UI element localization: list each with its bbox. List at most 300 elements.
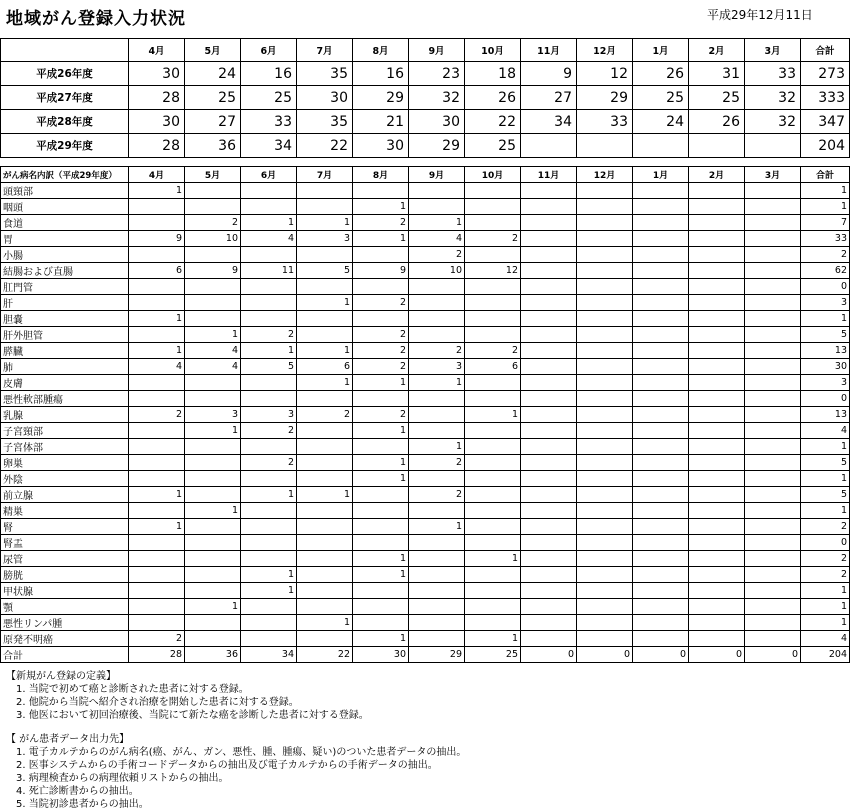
month-count: 34	[521, 110, 577, 134]
month-count: 1	[353, 423, 409, 439]
month-count	[185, 183, 241, 199]
month-header: 4月	[129, 39, 185, 62]
cancer-site-label: 肺	[1, 359, 129, 375]
month-count: 1	[241, 583, 297, 599]
month-header: 5月	[185, 39, 241, 62]
sources-item: 4. 死亡診断書からの抽出。	[16, 786, 139, 797]
month-header: 1月	[633, 167, 689, 183]
month-count	[577, 615, 633, 631]
month-count: 1	[409, 215, 465, 231]
month-count	[745, 599, 801, 615]
cancer-row	[1, 279, 850, 295]
month-count	[521, 263, 577, 279]
year-label: 平成29年度	[1, 134, 129, 158]
month-count	[129, 551, 185, 567]
cancer-row	[1, 327, 850, 343]
month-header: 5月	[185, 167, 241, 183]
month-count	[577, 583, 633, 599]
month-count	[745, 503, 801, 519]
month-count	[465, 279, 521, 295]
month-count: 2	[241, 327, 297, 343]
month-count	[577, 439, 633, 455]
month-count: 2	[409, 343, 465, 359]
month-total: 0	[521, 647, 577, 663]
site-total: 0	[801, 535, 850, 551]
month-count	[409, 615, 465, 631]
month-count	[745, 583, 801, 599]
month-header: 10月	[465, 167, 521, 183]
month-count	[745, 519, 801, 535]
month-count: 26	[633, 62, 689, 86]
month-count	[129, 599, 185, 615]
month-count: 32	[745, 86, 801, 110]
month-count: 9	[185, 263, 241, 279]
month-count	[353, 615, 409, 631]
cancer-row	[1, 311, 850, 327]
month-count	[689, 327, 745, 343]
month-count: 25	[185, 86, 241, 110]
month-count	[577, 327, 633, 343]
month-count: 2	[241, 455, 297, 471]
month-count: 2	[353, 359, 409, 375]
month-count: 1	[353, 471, 409, 487]
yearly-row	[1, 62, 850, 86]
site-total: 1	[801, 311, 850, 327]
month-count: 2	[465, 231, 521, 247]
month-count	[409, 471, 465, 487]
month-count	[633, 615, 689, 631]
month-count	[129, 423, 185, 439]
month-header: 8月	[353, 167, 409, 183]
month-count	[689, 407, 745, 423]
month-count	[241, 535, 297, 551]
month-count: 2	[297, 407, 353, 423]
month-count	[241, 199, 297, 215]
definition-item: 2. 他院から当院へ紹介され治療を開始した患者に対する登録。	[16, 697, 299, 708]
month-count	[465, 247, 521, 263]
cancer-row	[1, 391, 850, 407]
cancer-row	[1, 375, 850, 391]
month-count	[689, 455, 745, 471]
month-count: 2	[129, 407, 185, 423]
cancer-site-label: 乳腺	[1, 407, 129, 423]
month-count: 4	[241, 231, 297, 247]
site-total: 2	[801, 247, 850, 263]
month-count	[521, 583, 577, 599]
month-count	[577, 487, 633, 503]
month-count: 1	[353, 231, 409, 247]
month-count: 31	[689, 62, 745, 86]
cancer-row	[1, 615, 850, 631]
month-count: 23	[409, 62, 465, 86]
month-count: 24	[633, 110, 689, 134]
month-total: 34	[241, 647, 297, 663]
month-count	[745, 311, 801, 327]
month-count: 29	[409, 134, 465, 158]
month-count	[353, 247, 409, 263]
month-count: 1	[241, 487, 297, 503]
month-total: 0	[689, 647, 745, 663]
definition-item: 1. 当院で初めて癌と診断された患者に対する登録。	[16, 684, 249, 695]
month-count	[633, 551, 689, 567]
month-count: 29	[353, 86, 409, 110]
month-count	[633, 487, 689, 503]
month-count	[409, 327, 465, 343]
month-count	[521, 535, 577, 551]
month-count	[521, 455, 577, 471]
month-count	[577, 359, 633, 375]
cancer-site-label: 肛門管	[1, 279, 129, 295]
month-count	[241, 247, 297, 263]
month-count	[633, 231, 689, 247]
month-count: 30	[129, 62, 185, 86]
month-count	[465, 567, 521, 583]
cancer-row	[1, 439, 850, 455]
month-count	[353, 391, 409, 407]
month-count	[521, 231, 577, 247]
month-count	[297, 199, 353, 215]
cancer-site-label: 甲状腺	[1, 583, 129, 599]
month-count	[577, 263, 633, 279]
month-count: 12	[465, 263, 521, 279]
month-count: 30	[297, 86, 353, 110]
month-count	[633, 215, 689, 231]
month-count	[465, 375, 521, 391]
month-count	[745, 471, 801, 487]
month-count	[633, 375, 689, 391]
month-count	[633, 535, 689, 551]
month-count	[521, 391, 577, 407]
breakdown-title: がん病名内訳（平成29年度）	[1, 167, 129, 183]
month-header: 6月	[241, 167, 297, 183]
month-count: 32	[409, 86, 465, 110]
month-count	[745, 134, 801, 158]
month-count	[689, 535, 745, 551]
report-date: 平成29年12月11日	[707, 8, 813, 22]
month-count	[521, 295, 577, 311]
month-count	[297, 631, 353, 647]
month-count: 27	[521, 86, 577, 110]
month-count: 29	[577, 86, 633, 110]
month-count: 35	[297, 110, 353, 134]
month-count	[689, 263, 745, 279]
site-total: 1	[801, 583, 850, 599]
month-count	[577, 375, 633, 391]
month-count	[689, 375, 745, 391]
site-total: 1	[801, 599, 850, 615]
month-count	[353, 311, 409, 327]
month-count: 1	[465, 407, 521, 423]
month-count: 1	[353, 375, 409, 391]
month-count	[745, 439, 801, 455]
site-total: 2	[801, 567, 850, 583]
month-count	[633, 279, 689, 295]
cancer-row	[1, 199, 850, 215]
month-count	[241, 375, 297, 391]
month-count: 1	[409, 439, 465, 455]
month-count	[185, 455, 241, 471]
month-count	[409, 423, 465, 439]
month-count	[409, 199, 465, 215]
month-count	[465, 503, 521, 519]
month-count: 1	[297, 215, 353, 231]
month-count	[297, 567, 353, 583]
month-count: 1	[297, 343, 353, 359]
month-count	[521, 615, 577, 631]
month-count: 4	[409, 231, 465, 247]
cancer-row	[1, 231, 850, 247]
month-count	[185, 247, 241, 263]
cancer-site-label: 卵巣	[1, 455, 129, 471]
month-total: 28	[129, 647, 185, 663]
month-count	[633, 199, 689, 215]
cancer-row	[1, 519, 850, 535]
cancer-site-label: 肝	[1, 295, 129, 311]
month-count: 25	[689, 86, 745, 110]
cancer-site-label: 膵臓	[1, 343, 129, 359]
month-count	[577, 535, 633, 551]
month-count: 12	[577, 62, 633, 86]
month-count	[689, 583, 745, 599]
sources-item: 5. 当院初診患者からの抽出。	[16, 799, 149, 810]
month-count	[129, 295, 185, 311]
month-count	[521, 247, 577, 263]
month-count	[241, 279, 297, 295]
month-count	[297, 423, 353, 439]
month-count	[689, 519, 745, 535]
month-count: 35	[297, 62, 353, 86]
cancer-site-label: 食道	[1, 215, 129, 231]
month-count	[633, 439, 689, 455]
month-count: 4	[185, 343, 241, 359]
site-total: 1	[801, 503, 850, 519]
month-count	[745, 215, 801, 231]
month-count	[521, 279, 577, 295]
site-total: 0	[801, 391, 850, 407]
month-count: 3	[297, 231, 353, 247]
month-count: 1	[297, 375, 353, 391]
cancer-site-label: 皮膚	[1, 375, 129, 391]
month-header: 12月	[577, 39, 633, 62]
month-count	[633, 471, 689, 487]
site-total: 5	[801, 455, 850, 471]
month-count	[129, 567, 185, 583]
month-count	[577, 134, 633, 158]
year-total: 204	[801, 134, 850, 158]
month-count	[409, 391, 465, 407]
cancer-row	[1, 535, 850, 551]
yearly-header-row	[1, 39, 850, 62]
month-total: 25	[465, 647, 521, 663]
total-header: 合計	[801, 167, 850, 183]
month-header: 2月	[689, 167, 745, 183]
site-total: 1	[801, 439, 850, 455]
cancer-row	[1, 487, 850, 503]
source-notes	[6, 733, 466, 811]
month-count	[353, 519, 409, 535]
month-count: 33	[577, 110, 633, 134]
month-count	[689, 231, 745, 247]
month-header: 7月	[297, 39, 353, 62]
month-count	[521, 503, 577, 519]
cancer-row	[1, 567, 850, 583]
month-count	[241, 519, 297, 535]
month-count	[297, 455, 353, 471]
month-count	[185, 583, 241, 599]
month-count	[241, 631, 297, 647]
month-count	[521, 423, 577, 439]
month-count	[689, 183, 745, 199]
cancer-site-label: 前立腺	[1, 487, 129, 503]
month-count: 9	[129, 231, 185, 247]
month-count	[297, 471, 353, 487]
month-count: 1	[129, 311, 185, 327]
month-count	[297, 583, 353, 599]
month-count: 1	[353, 631, 409, 647]
month-count	[129, 583, 185, 599]
month-count	[409, 279, 465, 295]
month-count: 10	[409, 263, 465, 279]
site-total: 13	[801, 407, 850, 423]
cancer-site-label: 原発不明癌	[1, 631, 129, 647]
month-count: 18	[465, 62, 521, 86]
month-total: 0	[633, 647, 689, 663]
month-header: 1月	[633, 39, 689, 62]
month-count	[633, 247, 689, 263]
month-count	[745, 359, 801, 375]
month-count	[129, 455, 185, 471]
cancer-row	[1, 215, 850, 231]
month-count	[689, 551, 745, 567]
month-count	[745, 631, 801, 647]
sources-item: 1. 電子カルテからのがん病名(癌、がん、ガン、悪性、腫、腫瘍、疑い)のついた患者データの抽出。	[16, 747, 467, 758]
month-count: 2	[241, 423, 297, 439]
month-count	[465, 199, 521, 215]
month-count	[633, 391, 689, 407]
month-count	[745, 567, 801, 583]
site-total: 0	[801, 279, 850, 295]
cancer-row	[1, 599, 850, 615]
cancer-row	[1, 471, 850, 487]
month-header: 9月	[409, 39, 465, 62]
month-count	[409, 311, 465, 327]
month-count	[409, 535, 465, 551]
month-count	[633, 327, 689, 343]
month-count	[129, 247, 185, 263]
cancer-site-label: 悪性軟部腫瘍	[1, 391, 129, 407]
sources-heading: 【 がん患者データ出力先】	[6, 734, 130, 745]
month-count	[577, 215, 633, 231]
month-count	[297, 311, 353, 327]
month-count: 30	[353, 134, 409, 158]
month-count: 1	[297, 295, 353, 311]
month-count	[577, 295, 633, 311]
month-count	[745, 327, 801, 343]
month-count: 2	[353, 407, 409, 423]
month-count	[241, 599, 297, 615]
site-total: 1	[801, 615, 850, 631]
month-count: 1	[409, 375, 465, 391]
month-count	[465, 295, 521, 311]
month-header: 10月	[465, 39, 521, 62]
month-count	[521, 407, 577, 423]
month-count	[745, 247, 801, 263]
month-count: 2	[409, 487, 465, 503]
month-count	[465, 471, 521, 487]
cancer-row	[1, 503, 850, 519]
month-count	[353, 487, 409, 503]
month-count	[353, 279, 409, 295]
month-count	[577, 567, 633, 583]
month-count	[129, 503, 185, 519]
month-count: 1	[353, 551, 409, 567]
month-count	[465, 487, 521, 503]
month-count	[577, 503, 633, 519]
month-count	[633, 134, 689, 158]
definition-notes	[6, 670, 369, 722]
site-total: 3	[801, 295, 850, 311]
month-count	[689, 439, 745, 455]
site-total: 1	[801, 199, 850, 215]
month-count	[745, 423, 801, 439]
cancer-site-label: 子宮頸部	[1, 423, 129, 439]
month-count	[409, 599, 465, 615]
month-count	[689, 615, 745, 631]
month-count	[185, 375, 241, 391]
month-count: 1	[297, 615, 353, 631]
month-header: 4月	[129, 167, 185, 183]
month-count	[409, 551, 465, 567]
month-count	[633, 311, 689, 327]
cancer-row	[1, 551, 850, 567]
month-count	[689, 359, 745, 375]
month-count: 3	[409, 359, 465, 375]
month-count	[745, 487, 801, 503]
site-total: 1	[801, 471, 850, 487]
month-count	[689, 631, 745, 647]
month-count	[745, 295, 801, 311]
month-count	[689, 343, 745, 359]
month-count: 1	[241, 215, 297, 231]
month-count	[577, 247, 633, 263]
corner-cell	[1, 39, 129, 62]
site-total: 62	[801, 263, 850, 279]
cancer-row	[1, 263, 850, 279]
month-count	[465, 423, 521, 439]
month-count: 2	[353, 343, 409, 359]
sources-item: 3. 病理検査からの病理依頼リストからの抽出。	[16, 773, 229, 784]
month-count: 1	[129, 183, 185, 199]
month-count	[241, 551, 297, 567]
month-count	[409, 567, 465, 583]
grand-total: 204	[801, 647, 850, 663]
month-count	[521, 519, 577, 535]
month-count	[577, 455, 633, 471]
month-count	[521, 199, 577, 215]
year-label: 平成26年度	[1, 62, 129, 86]
month-count: 27	[185, 110, 241, 134]
month-header: 11月	[521, 167, 577, 183]
month-count	[465, 183, 521, 199]
month-count: 25	[465, 134, 521, 158]
cancer-row	[1, 407, 850, 423]
month-count	[745, 263, 801, 279]
month-total: 30	[353, 647, 409, 663]
month-count	[297, 519, 353, 535]
month-count	[521, 343, 577, 359]
month-header: 12月	[577, 167, 633, 183]
month-count	[521, 311, 577, 327]
